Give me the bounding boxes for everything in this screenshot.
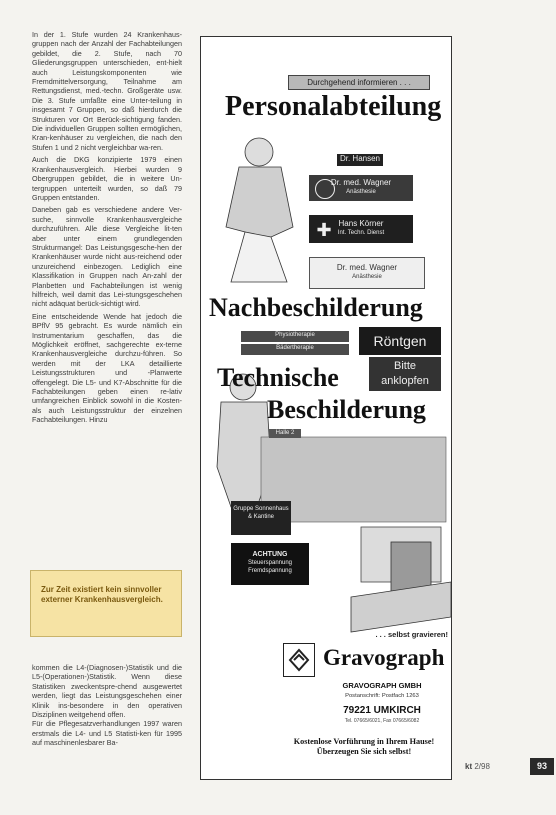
article-column-bottom [32,663,182,748]
sign-bitte-anklopfen: Bitte anklopfen [369,357,441,391]
sign-achtung: ACHTUNG Steuerspannung Fremdspannung [231,543,309,585]
company-phone: Tel. 07665/6021, Fax 07665/6082 [344,718,420,724]
title-beschilderung: Beschilderung [267,395,426,424]
paragraph: Eine entscheidende Wende hat jedoch die BPflV 95 gebracht. Es wurde nämlich ein Instrumentarium geschaffen, das die Möglichkeit eröffnet, sachgerechte ex-terne Krankenhausvergleiche durchzu-führen. So werden mit der LKA detaillierte Leistungsstrukturen und -Planwerte offengelegt. Die L5- und K7-Abschnitte für die Fachabteilungen geben einen re-lativ umfangreichen Einblick sowohl in die Kosten- als auch Leistungsstruktur der einzelnen Fachabteilungen. Hinzu [32,311,182,425]
sign-physiotherapie: Physiotherapie [241,331,349,342]
page-number: 93 [530,758,554,775]
issue-label: kt 2/98 [465,762,490,771]
callout-box [30,570,182,637]
company-logo-text: Gravograph [323,645,445,670]
paragraph: Daneben gab es verschiedene andere Ver-suche, sinnvolle Krankenhausvergleiche durchzuführen. Alle diese Vergleiche lit-ten aber unter einem grundlegenden Strukturmangel: Das Leistungsgesche-hen der Krankenhäuser wurde nicht aus-reichend oder unzureichend einbezogen. Lediglich eine Klassifikation in Gruppen nach An-zahl der Planbetten und Fachabteilungen ist wenig hilfreich, weil damit das Lei-stungsgeschehen nicht adäquat berück-sichtigt wird. [32,205,182,309]
seal-icon [315,179,335,199]
sign-koerner: Hans Körner Int. Techn. Dienst [309,215,413,243]
company-name: GRAVOGRAPH GMBH [342,681,422,690]
sign-wagner-1: Dr. med. Wagner Anästhesie [309,175,413,201]
paragraph: Auch die DKG konzipierte 1979 einen Krankenhausvergleich. Hierbei wurden 9 Obergruppen gebildet, die in weitere Un-tergruppen unterteilt wurden, so daß 79 Gruppen entstanden. [32,155,182,202]
article-column-top [32,30,182,428]
sign-gruppe: Gruppe Sonnenhaus & Kantine [231,501,291,535]
company-address: Postanschrift: Postfach 1263 [345,693,419,699]
paragraph: In der 1. Stufe wurden 24 Krankenhaus-gruppen nach der Anzahl der Fachabteilungen gebildet, die 2. Stufe, nach 70 Gliederungsgruppen unterschieden, ent-hielt auch Leistungskomponenten wie Fremdmittelversorgung, Teilnahme am Rettungsdienst, med.-techn. Großgeräte usw. Die 3. Stufe umfaßte eine Unter-teilung in insgesamt 7 Gruppen, so daß hierdurch die Strukturen vor Ort Berück-sichtigung fanden. Die individuellen Gruppen sollten ermöglichen, Kran-kenhäuser zu vergleichen, die nach den Stufen 1 und 2 nicht vergleichbar wa-ren. [32,30,182,152]
title-personalabteilung: Personalabteilung [225,91,442,122]
demo-offer-text: Kostenlose Vorführung in Ihrem Hause! Überzeugen Sie sich selbst! [293,737,435,756]
selbst-gravieren-text: . . . selbst gravieren! [375,630,448,639]
advertisement [200,36,452,780]
sign-halle: Halle 2 [269,429,301,438]
ad-banner: Durchgehend informieren . . . [288,75,430,90]
sign-roentgen: Röntgen [359,327,441,355]
sign-baedertherapie: Bädertherapie [241,344,349,355]
paragraph: kommen die L4-(Diagnosen-)Statistik und die L5-(Operationen-)Statistik. Wenn diese Statistiken zweckentspre-chend ausgewertet werden, liegt das Leistungsgeschehen einer Klinik ins-besondere in den operativen Disziplinen weitgehend offen. [32,663,182,720]
title-nachbeschilderung: Nachbeschilderung [209,293,423,322]
sign-hansen: Dr. Hansen [336,153,384,167]
paragraph: Für die Pflegesatzverhandlungen 1997 waren erstmals die L4- und L5 Statisti-ken für 1995 auf maschinenlesbarer Ba- [32,719,182,748]
company-city: 79221 UMKIRCH [343,705,421,716]
magazine-logo-icon: kt [465,762,473,771]
gravograph-logo-icon [283,643,315,677]
sign-wagner-2: Dr. med. Wagner Anästhesie [309,257,425,289]
callout-text: Zur Zeit existiert kein sinnvoller externer Krankenhausvergleich. [41,585,163,604]
woman-illustration [226,138,293,282]
cross-icon: ✚ [316,220,332,240]
title-technische: Technische [217,363,339,392]
